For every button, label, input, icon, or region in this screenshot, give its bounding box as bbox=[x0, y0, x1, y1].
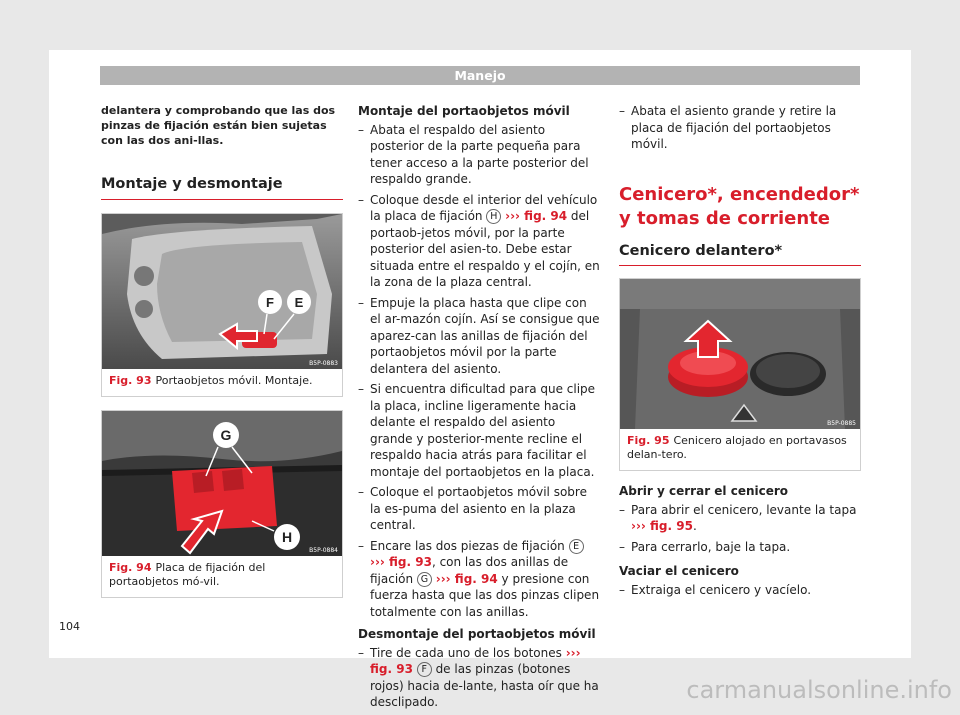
page-number: 104 bbox=[59, 620, 80, 633]
heading-montaje: Montaje del portaobjetos móvil bbox=[358, 104, 570, 118]
list-item bbox=[358, 645, 601, 711]
list-item bbox=[358, 295, 601, 378]
figure-label: Fig. 93 bbox=[109, 373, 152, 387]
caption-text: Cenicero alojado en portavasos delan-tero. bbox=[627, 434, 847, 461]
figure-93-caption bbox=[102, 369, 342, 396]
figure-95-image bbox=[620, 279, 860, 429]
item-text: del portaob-jetos móvil, por la parte posterior del asien-to. Debe estar situada entre el respaldo y el cojín, en la zona de la plaza central. bbox=[370, 209, 600, 289]
figure-link[interactable]: ››› fig. 93 bbox=[370, 645, 581, 676]
list-item bbox=[358, 122, 601, 188]
heading-abrir-cerrar: Abrir y cerrar el cenicero bbox=[619, 484, 789, 498]
figure-code: B5P-0883 bbox=[309, 359, 338, 367]
callout-e-label: E bbox=[294, 294, 304, 310]
figure-code: B5P-0884 bbox=[309, 546, 338, 554]
section-title: Montaje y desmontaje bbox=[101, 176, 343, 200]
item-text: Coloque el portaobjetos móvil sobre la es-puma del asiento en la plaza central. bbox=[370, 485, 587, 532]
item-text: . bbox=[692, 519, 697, 533]
item-text: Coloque desde el interior del vehículo la placa de fijación bbox=[370, 192, 598, 223]
figure-link[interactable]: ››› fig. 94 bbox=[505, 209, 568, 223]
steps-list-desmontaje bbox=[358, 645, 601, 711]
list-item bbox=[619, 582, 861, 599]
callout-badge: H bbox=[486, 209, 501, 224]
figure-link[interactable]: ››› fig. 95 bbox=[631, 519, 693, 533]
item-text: Abata el respaldo del asiento posterior de la parte pequeña para tener acceso a la parte posterior del respaldo grande. bbox=[370, 122, 589, 186]
item-text: Tire de cada uno de los botones bbox=[370, 645, 566, 660]
steps-list-vaciar bbox=[619, 582, 861, 599]
list-item bbox=[358, 381, 601, 480]
figure-label: Fig. 94 bbox=[109, 560, 152, 574]
callout-badge: E bbox=[569, 539, 584, 554]
callout-g-label: G bbox=[220, 426, 232, 443]
figure-95-caption bbox=[620, 429, 860, 470]
callout-f-label: F bbox=[266, 294, 274, 310]
column-left bbox=[101, 103, 343, 598]
caption-text: Placa de fijación del portaobjetos mó-vil. bbox=[109, 560, 266, 588]
item-text: de las pinzas (botones rojos) hacia de-lante, hasta oír que ha desclipado. bbox=[370, 662, 599, 709]
item-text: , con las dos anillas de fijación bbox=[370, 555, 569, 586]
watermark: carmanualsonline.info bbox=[686, 676, 952, 704]
intro-text: delantera y comprobando que las dos pinzas de fijación están bien sujetas con las dos ani-llas. bbox=[101, 104, 336, 147]
steps-list-continued bbox=[619, 103, 861, 153]
list-item bbox=[619, 502, 861, 535]
steps-list-abrir bbox=[619, 502, 861, 556]
item-text: Abata el asiento grande y retire la placa de fijación del portaobjetos móvil. bbox=[631, 104, 837, 151]
item-text: Empuje la placa hasta que clipe con el ar-mazón cojín. Así se consigue que aparez-can las anillas de fijación del portaobjetos móvil por la parte delantera del asiento. bbox=[370, 295, 600, 376]
item-text: Extraiga el cenicero y vacíelo. bbox=[631, 582, 812, 597]
figure-label: Fig. 95 bbox=[627, 434, 670, 447]
callout-badge: G bbox=[417, 572, 432, 587]
heading-vaciar: Vaciar el cenicero bbox=[619, 564, 739, 578]
list-item bbox=[619, 539, 861, 556]
heading-desmontaje: Desmontaje del portaobjetos móvil bbox=[358, 627, 596, 641]
figure-code: B5P-0885 bbox=[827, 420, 856, 427]
item-text: Para abrir el cenicero, levante la tapa bbox=[631, 502, 857, 517]
chapter-title: Cenicero*, encendedor* y tomas de corriente bbox=[619, 183, 860, 229]
column-middle bbox=[358, 103, 601, 715]
item-text: Si encuentra dificultad para que clipe la placa, incline ligeramente hacia delante el respaldo del asiento grande y posterior-mente recline el respaldo hacia atrás para facilitar el montaje del portaobjetos en la placa. bbox=[370, 382, 596, 479]
list-item bbox=[358, 484, 601, 534]
list-item bbox=[358, 538, 601, 621]
column-right bbox=[619, 103, 861, 602]
page-header: Manejo bbox=[100, 66, 860, 85]
item-text: Para cerrarlo, baje la tapa. bbox=[631, 539, 791, 554]
callout-h-label: H bbox=[281, 528, 293, 545]
figure-link[interactable]: ››› fig. 94 bbox=[435, 571, 498, 586]
item-text: y presione con fuerza hasta que las dos pinzas clipen totalmente con las anillas. bbox=[370, 571, 600, 619]
figure-95 bbox=[619, 278, 861, 471]
sub-title: Cenicero delantero* bbox=[619, 243, 861, 267]
figure-94 bbox=[101, 410, 343, 598]
caption-text: Portaobjetos móvil. Montaje. bbox=[155, 373, 313, 387]
figure-93 bbox=[101, 213, 343, 397]
figure-93-image bbox=[102, 214, 342, 369]
steps-list-montaje bbox=[358, 122, 601, 621]
list-item bbox=[619, 103, 861, 153]
figure-link[interactable]: ››› fig. 93 bbox=[370, 555, 432, 569]
figure-94-caption bbox=[102, 556, 342, 597]
figure-94-image bbox=[102, 411, 342, 556]
item-text: Encare las dos piezas de fijación bbox=[370, 538, 569, 553]
list-item bbox=[358, 192, 601, 291]
callout-badge: F bbox=[417, 662, 432, 677]
